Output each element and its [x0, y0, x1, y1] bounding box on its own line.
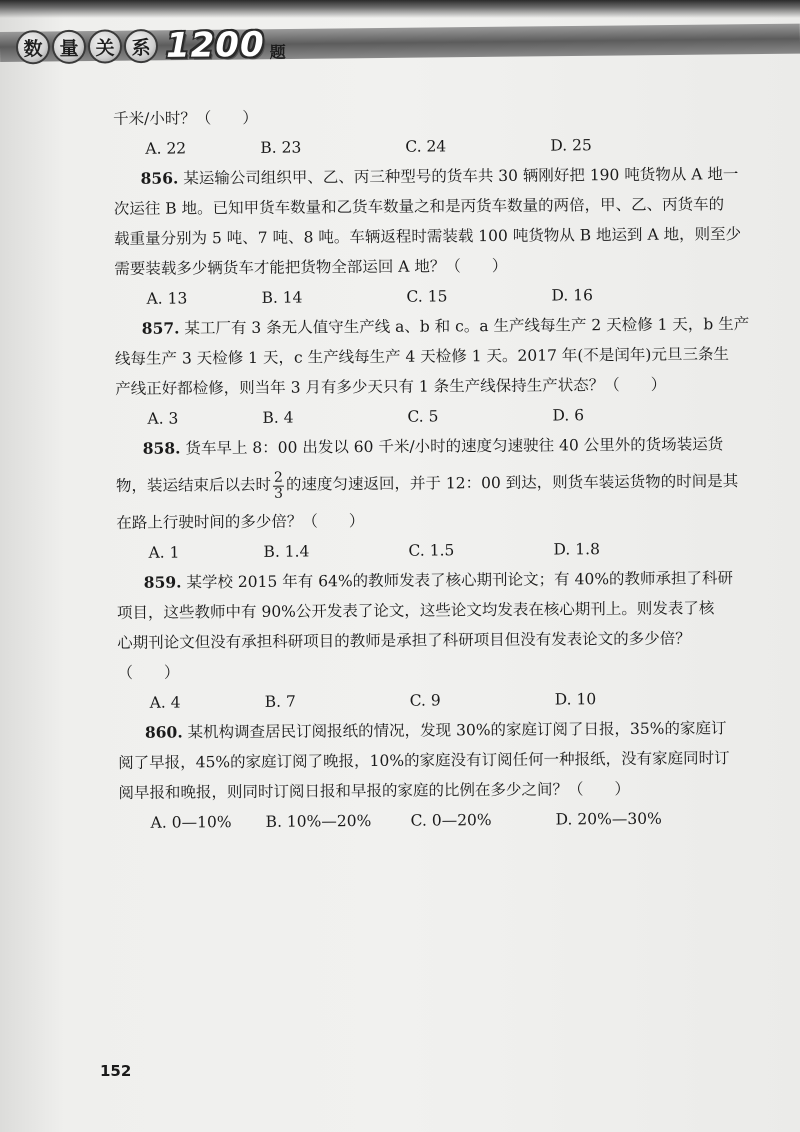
question-text: 产线正好都检修，则当年 3 月有多少天只有 1 条生产线保持生产状态？（ ）	[115, 375, 667, 398]
question-text: 需要装载多少辆货车才能把货物全部运回 A 地？（ ）	[114, 256, 508, 278]
question-text: 物，装运结束后以去时	[115, 475, 272, 495]
continuation-options	[113, 129, 733, 164]
option-b: B. 7	[264, 692, 296, 711]
question-text: 心期刊论文但没有承担科研项目的教师是承担了科研项目但没有发表论文的多少倍？	[117, 629, 691, 652]
fraction-denominator: 3	[274, 485, 284, 502]
option-d: D. 25	[550, 136, 592, 155]
option-b: B. 1.4	[263, 542, 310, 561]
option-c: C. 15	[406, 287, 448, 306]
question-859	[117, 563, 738, 718]
logo-char: 数	[16, 30, 50, 64]
option-a: A. 1	[148, 543, 180, 562]
logo-number: 1200	[165, 24, 265, 66]
question-text: 某工厂有 3 条无人值守生产线 a、b 和 c。a 生产线每生产 2 天检修 1 天，b 生产	[184, 315, 750, 338]
book-title-logo	[16, 24, 286, 66]
question-856	[113, 159, 742, 314]
answer-options	[115, 399, 735, 434]
question-text: 的速度匀速返回，并于 12：00 到达，则货车装运货物的时间是其	[285, 472, 739, 494]
question-text: 阅早报和晚报，则同时订阅日报和早报的家庭的比例在多少之间？（ ）	[118, 779, 630, 802]
logo-suffix: 题	[269, 42, 286, 62]
option-d: D. 1.8	[553, 540, 600, 559]
question-number: 858.	[142, 438, 181, 458]
option-c: C. 5	[407, 407, 439, 426]
page-number: 152	[100, 1062, 132, 1080]
fraction-numerator: 2	[273, 469, 283, 486]
question-857	[114, 309, 750, 434]
option-d: D. 6	[552, 406, 585, 425]
option-b: B. 23	[260, 138, 302, 157]
option-a: A. 22	[145, 139, 187, 158]
option-a: A. 4	[149, 693, 181, 712]
question-text: （ ）	[117, 663, 180, 682]
logo-char: 量	[52, 30, 86, 64]
logo-char: 关	[88, 29, 122, 63]
question-number: 857.	[141, 318, 180, 338]
question-text: 阅了早报，45%的家庭订阅了晚报，10%的家庭没有订阅任何一种报纸，没有家庭同时订	[118, 749, 730, 772]
option-b: B. 14	[261, 288, 303, 307]
option-c: C. 0—20%	[410, 811, 492, 830]
option-a: A. 0—10%	[150, 813, 232, 832]
question-text: 次运往 B 地。已知甲货车数量和乙货车数量之和是丙货车数量的两倍，甲、乙、丙货车的	[113, 195, 725, 218]
option-c: C. 24	[405, 137, 447, 156]
option-c: C. 1.5	[408, 541, 455, 560]
option-a: A. 3	[147, 409, 179, 428]
question-number: 859.	[143, 572, 182, 592]
fraction	[273, 470, 284, 501]
option-b: B. 4	[262, 408, 294, 427]
answer-options	[119, 803, 739, 838]
answer-options	[118, 683, 738, 718]
question-text: 某运输公司组织甲、乙、丙三种型号的货车共 30 辆刚好把 190 吨货物从 A 地一	[183, 165, 739, 188]
question-text: 货车早上 8：00 出发以 60 千米/小时的速度匀速驶往 40 公里外的货场装运货	[185, 435, 724, 458]
question-text: 在路上行驶时间的多少倍？（ ）	[116, 512, 365, 532]
question-860	[118, 713, 739, 838]
page-top-shadow	[0, 0, 800, 18]
question-text: 线每生产 3 天检修 1 天，c 生产线每生产 4 天检修 1 天。2017 年(不是闰年)元旦三条生	[114, 345, 730, 368]
question-858	[116, 429, 737, 568]
option-a: A. 13	[146, 289, 188, 308]
question-text: 载重量分别为 5 吨、7 吨、8 吨。车辆返程时需装载 100 吨货物从 B 地运到 A 地，则至少	[113, 225, 742, 248]
question-number: 856.	[140, 168, 179, 188]
option-d: D. 20%—30%	[555, 809, 662, 829]
logo-char: 系	[124, 29, 158, 63]
option-d: D. 10	[554, 690, 597, 709]
answer-options	[116, 533, 736, 568]
option-d: D. 16	[551, 286, 594, 305]
continuation-text: 千米/小时？（ ）	[113, 108, 258, 128]
answer-options	[114, 279, 734, 314]
question-text: 某学校 2015 年有 64%的教师发表了核心期刊论文；有 40%的教师承担了科研	[186, 569, 734, 592]
page-content	[113, 99, 750, 838]
question-text: 项目，这些教师中有 90%公开发表了论文，这些论文均发表在核心期刊上。则发表了核	[116, 599, 715, 622]
question-number: 860.	[144, 722, 183, 742]
option-c: C. 9	[409, 691, 441, 710]
question-text: 某机构调查居民订阅报纸的情况，发现 30%的家庭订阅了日报，35%的家庭订	[187, 719, 727, 742]
option-b: B. 10%—20%	[265, 811, 372, 831]
